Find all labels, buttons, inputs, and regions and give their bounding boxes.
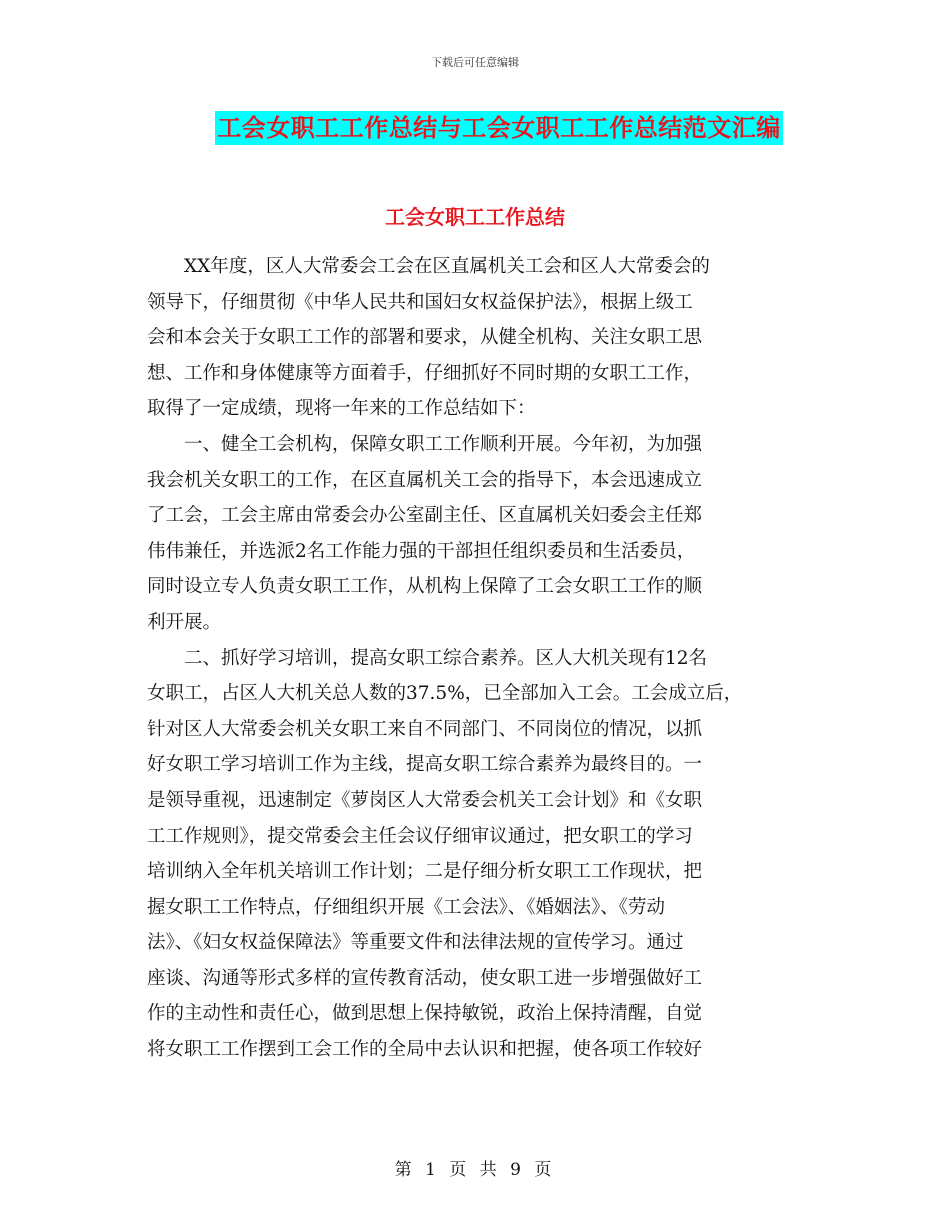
paragraph-line: 女职工，占区人大机关总人数的37.5%，已全部加入工会。工会成立后， (147, 683, 743, 705)
paragraph-line: 座谈、沟通等形式多样的宣传教育活动，使女职工进一步增强做好工 (147, 967, 703, 989)
paragraph-line: 将女职工工作摆到工会工作的全局中去认识和把握，使各项工作较好 (147, 1039, 703, 1061)
main-title: 工会女职工工作总结与工会女职工工作总结范文汇编 (215, 111, 783, 145)
section-title: 工会女职工工作总结 (385, 205, 565, 229)
paragraph-line: 工工作规则》，提交常委会主任会议仔细审议通过，把女职工的学习 (147, 825, 693, 847)
paragraph-line: 想、工作和身体健康等方面着手，仔细抓好不同时期的女职工工作， (147, 362, 703, 384)
header-note: 下载后可任意编辑 (431, 56, 519, 69)
paragraph-line: 培训纳入全年机关培训工作计划；二是仔细分析女职工工作现状，把 (147, 861, 703, 883)
paragraph-line: 法》、《妇女权益保障法》等重要文件和法律法规的宣传学习。通过 (147, 932, 684, 954)
paragraph-line: 领导下，仔细贯彻《中华人民共和国妇女权益保护法》，根据上级工 (147, 291, 693, 313)
main-title-wrap (0, 111, 950, 145)
paragraph-line: 握女职工工作特点，仔细组织开展《工会法》、《婚姻法》、《劳动 (147, 896, 666, 918)
paragraph-line: 同时设立专人负责女职工工作，从机构上保障了工会女职工工作的顺 (147, 576, 703, 598)
paragraph-line: 好女职工学习培训工作为主线，提高女职工综合素养为最终目的。一 (147, 754, 703, 776)
page-number: 第 1 页 共 9 页 (394, 1160, 556, 1180)
paragraph-line: 作的主动性和责任心，做到思想上保持敏锐，政治上保持清醒，自觉 (147, 1003, 703, 1025)
body-text (147, 249, 827, 1068)
paragraph-line: 一、健全工会机构，保障女职工工作顺利开展。今年初，为加强 (184, 433, 703, 455)
paragraph-line: 二、抓好学习培训，提高女职工综合素养。区人大机关现有12名 (184, 647, 708, 669)
paragraph-line: 伟伟兼任，并选派2名工作能力强的干部担任组织委员和生活委员， (147, 540, 696, 562)
paragraph-line: 针对区人大常委会机关女职工来自不同部门、不同岗位的情况，以抓 (147, 718, 703, 740)
paragraph-line: 取得了一定成绩，现将一年来的工作总结如下： (147, 398, 536, 420)
paragraph-line: 利开展。 (147, 611, 222, 633)
paragraph-line: 是领导重视，迅速制定《萝岗区人大常委会机关工会计划》和《女职 (147, 789, 703, 811)
paragraph-line: 会和本会关于女职工工作的部署和要求，从健全机构、关注女职工思 (147, 327, 703, 349)
paragraph-line: XX年度，区人大常委会工会在区直属机关工会和区人大常委会的 (184, 256, 710, 277)
paragraph-line: 我会机关女职工的工作，在区直属机关工会的指导下，本会迅速成立 (147, 469, 703, 491)
paragraph-line: 了工会，工会主席由常委会办公室副主任、区直属机关妇委会主任郑 (147, 505, 703, 527)
